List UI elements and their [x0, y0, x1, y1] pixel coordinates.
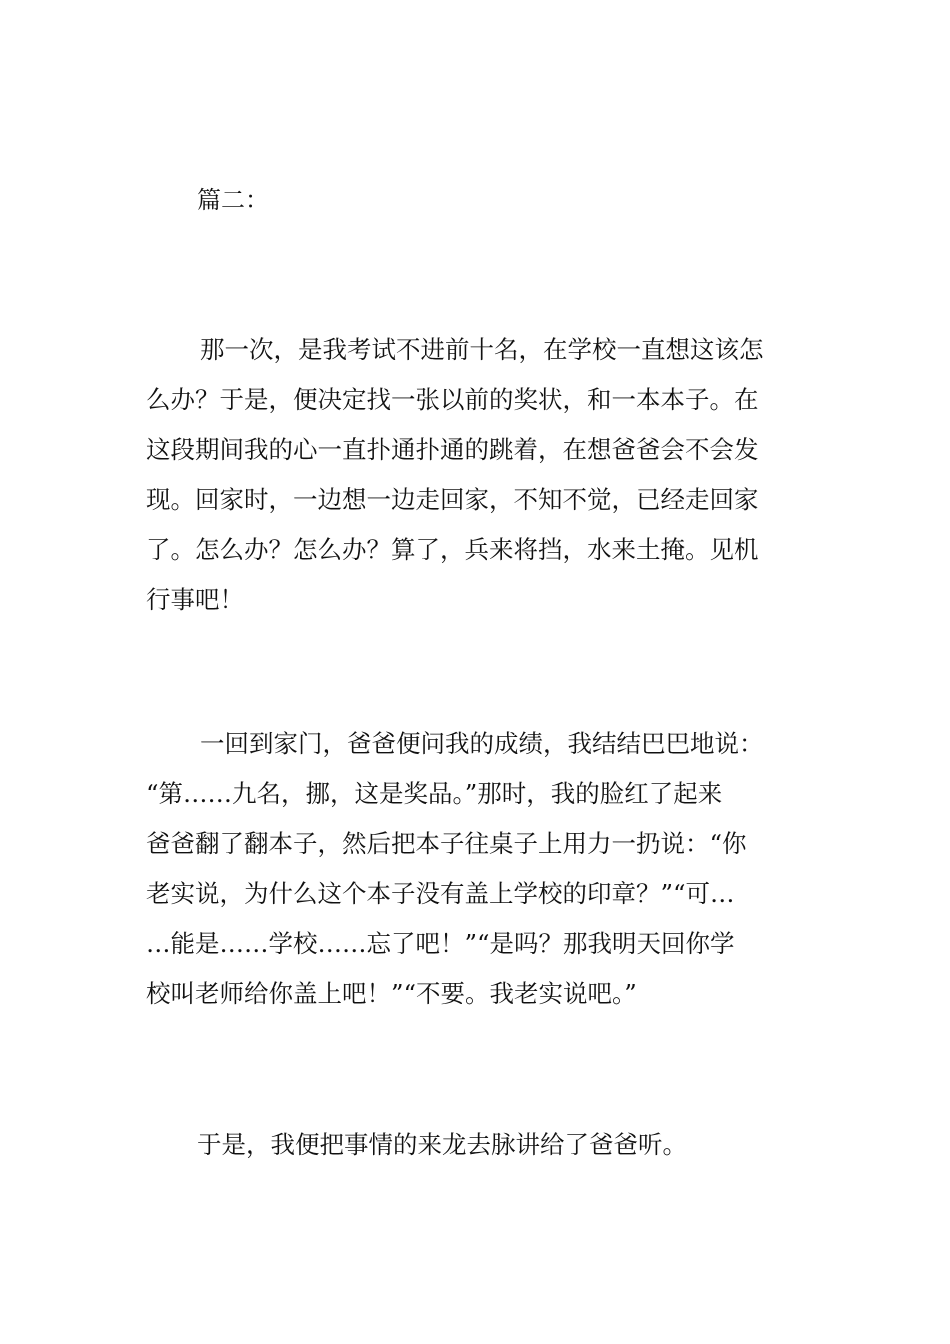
paragraph-line: 么办？于是，便决定找一张以前的奖状，和一本本子。在	[146, 385, 759, 414]
paragraph-line: 行事吧！	[146, 585, 244, 614]
paragraph-2	[146, 719, 810, 1019]
section-heading: 篇二：	[197, 186, 269, 214]
paragraph-line: 现。回家时，一边想一边走回家，不知不觉，已经走回家	[146, 485, 759, 514]
paragraph-line: 校叫老师给你盖上吧！”“不要。我老实说吧。”	[146, 979, 637, 1008]
paragraph-3: 于是，我便把事情的来龙去脉讲给了爸爸听。	[197, 1130, 687, 1159]
paragraph-line: …能是……学校……忘了吧！”“是吗？那我明天回你学	[146, 929, 735, 958]
paragraph-line: “第……九名，挪，这是奖品。”那时，我的脸红了起来	[146, 779, 723, 808]
paragraph-line: 一回到家门，爸爸便问我的成绩，我结结巴巴地说：	[200, 729, 764, 758]
paragraph-line: 那一次，是我考试不进前十名，在学校一直想这该怎	[200, 335, 764, 364]
paragraph-line: 爸爸翻了翻本子，然后把本子往桌子上用力一扔说：“你	[146, 829, 747, 858]
paragraph-1	[146, 325, 810, 625]
paragraph-line: 这段期间我的心一直扑通扑通的跳着，在想爸爸会不会发	[146, 435, 759, 464]
paragraph-line: 了。怎么办？怎么办？算了，兵来将挡，水来土掩。见机	[146, 535, 759, 564]
paragraph-line: 老实说，为什么这个本子没有盖上学校的印章？”“可…	[146, 879, 735, 908]
